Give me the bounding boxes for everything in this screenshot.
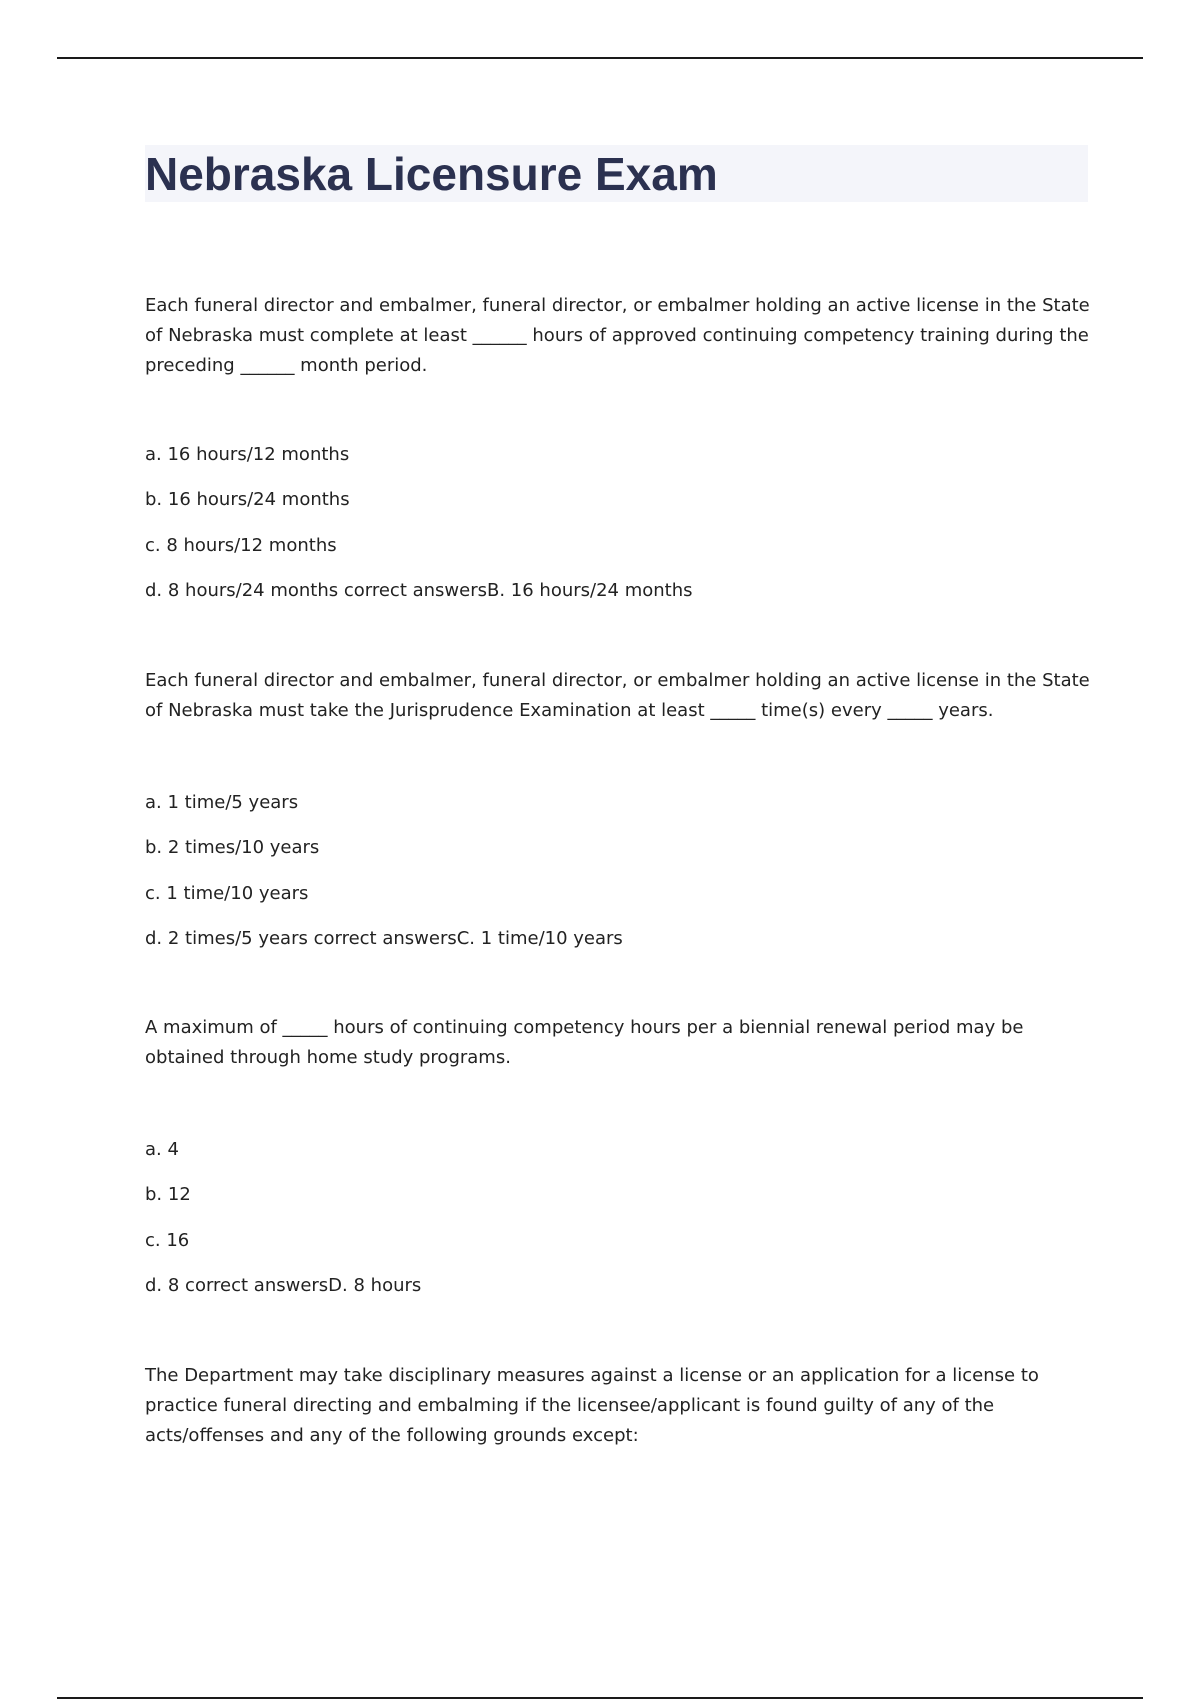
question-2-option-d-with-answer: d. 2 times/5 years correct answersC. 1 time/10 years [145, 928, 623, 949]
question-3-option-c: c. 16 [145, 1230, 190, 1251]
question-3-option-a: a. 4 [145, 1139, 179, 1160]
question-2-option-a: a. 1 time/5 years [145, 792, 299, 813]
bottom-rule [57, 1697, 1143, 1699]
question-2-prompt: Each funeral director and embalmer, funeral director, or embalmer holding an active license in the State of Nebraska must take the Jurisprudence Examination at least _____ time(s) every _____ years. [145, 670, 1090, 721]
question-1-option-b: b. 16 hours/24 months [145, 489, 350, 510]
document-title: Nebraska Licensure Exam [145, 148, 718, 200]
question-3-option-b: b. 12 [145, 1184, 191, 1205]
question-2-option-b: b. 2 times/10 years [145, 837, 320, 858]
question-3-prompt: A maximum of _____ hours of continuing competency hours per a biennial renewal period may be obtained through home study programs. [145, 1017, 1024, 1068]
question-2-option-c: c. 1 time/10 years [145, 883, 309, 904]
question-1-prompt: Each funeral director and embalmer, funeral director, or embalmer holding an active license in the State of Nebraska must complete at least ______ hours of approved continuing competency training during the preceding ______ month period. [145, 295, 1090, 376]
top-rule [57, 57, 1143, 59]
question-3-option-d-with-answer: d. 8 correct answersD. 8 hours [145, 1275, 422, 1296]
question-4-prompt: The Department may take disciplinary measures against a license or an application for a license to practice funeral directing and embalming if the licensee/applicant is found guilty of any of the acts/offenses and any of the following grounds except: [145, 1365, 1039, 1446]
question-1-option-c: c. 8 hours/12 months [145, 535, 337, 556]
question-1-option-a: a. 16 hours/12 months [145, 444, 350, 465]
question-1-option-d-with-answer: d. 8 hours/24 months correct answersB. 16 hours/24 months [145, 580, 693, 601]
